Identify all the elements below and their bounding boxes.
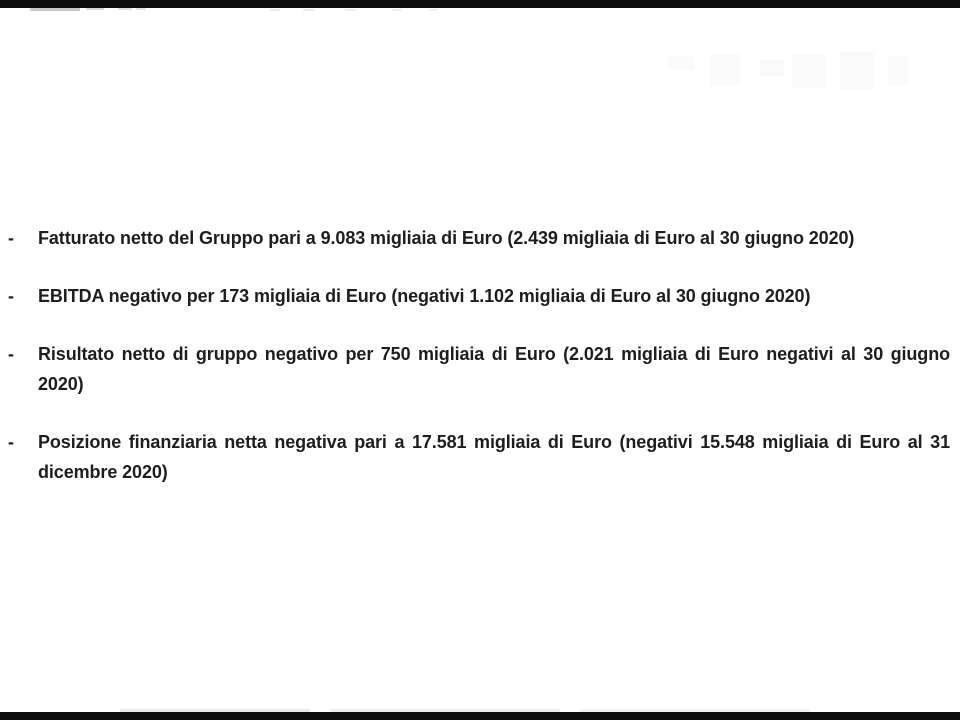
list-item <box>8 427 950 487</box>
financial-highlights-list <box>8 223 950 515</box>
cropped-text-artifact <box>428 9 438 11</box>
list-item <box>8 339 950 399</box>
list-item <box>8 281 950 311</box>
bullet-dash: - <box>8 228 14 248</box>
bullet-text-risultato-netto: Risultato netto di gruppo negativo per 750 migliaia di Euro (2.021 migliaia di Euro negativi al 30 giugno 2020) <box>38 344 950 394</box>
faint-watermark <box>840 52 874 90</box>
bullet-text-fatturato: Fatturato netto del Gruppo pari a 9.083 migliaia di Euro (2.439 migliaia di Euro al 30 giugno 2020) <box>38 228 855 248</box>
list-item <box>8 223 950 253</box>
bullet-dash: - <box>8 344 14 364</box>
faint-watermark <box>710 54 740 86</box>
cropped-text-artifact <box>30 8 80 11</box>
cropped-text-artifact <box>303 9 315 11</box>
cropped-text-artifact <box>118 8 132 10</box>
faint-watermark <box>792 54 826 88</box>
bullet-text-posizione-finanziaria: Posizione finanziaria netta negativa pari a 17.581 migliaia di Euro (negativi 15.548 migliaia di Euro al 31 dicembre 2020) <box>38 432 950 482</box>
bullet-dash: - <box>8 432 14 452</box>
top-letterbox-bar <box>0 0 960 8</box>
bullet-text-ebitda: EBITDA negativo per 173 migliaia di Euro (negativi 1.102 migliaia di Euro al 30 giugno 2020) <box>38 286 811 306</box>
bottom-letterbox-bar <box>0 712 960 720</box>
cropped-text-artifact <box>136 8 146 10</box>
cropped-text-artifact <box>270 9 280 11</box>
faint-watermark <box>760 60 784 76</box>
bullet-dash: - <box>8 286 14 306</box>
cropped-text-artifact <box>345 9 357 11</box>
cropped-text-artifact <box>86 8 104 10</box>
faint-watermark <box>668 56 694 70</box>
cropped-text-artifact <box>392 9 402 11</box>
faint-watermark <box>888 56 908 86</box>
